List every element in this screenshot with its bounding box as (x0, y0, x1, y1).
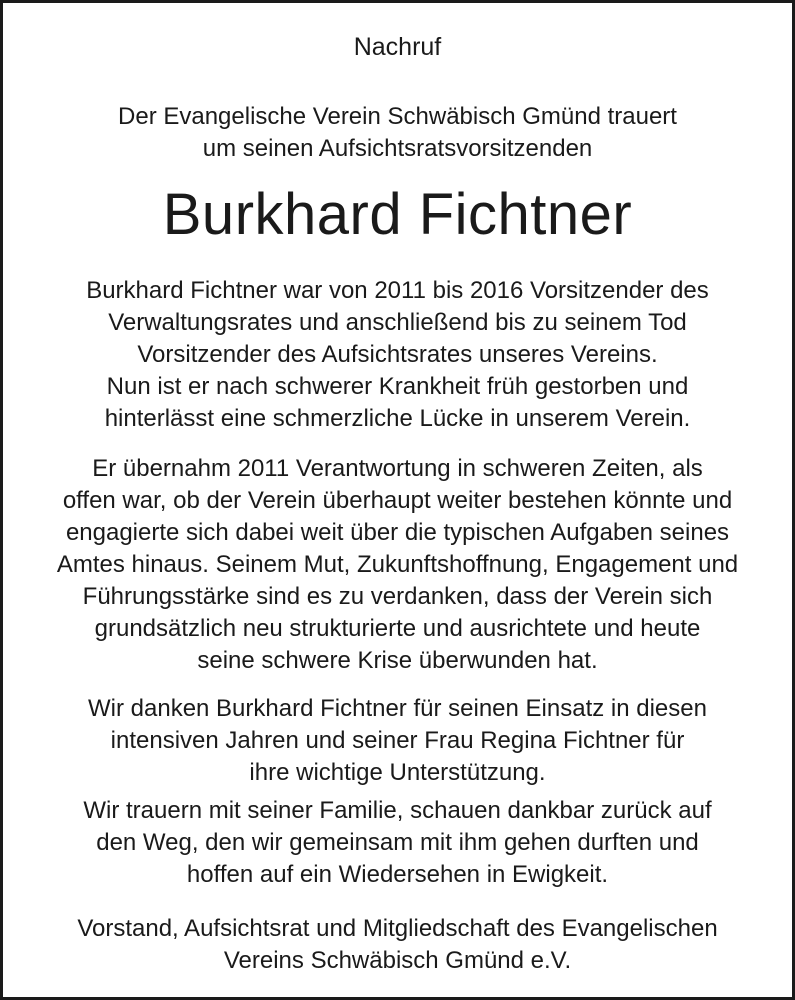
signature-line: Vereins Schwäbisch Gmünd e.V. (223, 947, 572, 974)
intro-line: um seinen Aufsichtsratsvorsitzenden (202, 135, 593, 162)
text-line: Wir trauern mit seiner Familie, schauen dankbar zurück auf (83, 797, 712, 824)
text-line: den Weg, den wir gemeinsam mit ihm gehen durften und (96, 829, 699, 856)
text-line: grundsätzlich neu strukturierte und ausrichtete und heute (94, 615, 701, 642)
text-line: hinterlässt eine schmerzliche Lücke in unserem Verein. (104, 405, 691, 432)
intro-line: Der Evangelische Verein Schwäbisch Gmünd trauert (118, 103, 677, 130)
text-line: seine schwere Krise überwunden hat. (197, 647, 598, 674)
text-line: Burkhard Fichtner war von 2011 bis 2016 Vorsitzender des (86, 277, 709, 304)
text-line: hoffen auf ein Wiedersehen in Ewigkeit. (186, 861, 609, 888)
text-line: Führungsstärke sind es zu verdanken, dass der Verein sich (82, 583, 713, 610)
text-line: engagierte sich dabei weit über die typischen Aufgaben seines (65, 519, 730, 546)
text-line: intensiven Jahren und seiner Frau Regina Fichtner für (110, 727, 685, 754)
text-line: Er übernahm 2011 Verantwortung in schweren Zeiten, als (92, 455, 703, 482)
signature-line: Vorstand, Aufsichtsrat und Mitgliedschaft des Evangelischen (77, 915, 718, 942)
text-line: Nun ist er nach schwerer Krankheit früh gestorben und (106, 373, 689, 400)
text-line: Wir danken Burkhard Fichtner für seinen Einsatz in diesen (88, 695, 707, 722)
text-line: Vorsitzender des Aufsichtsrates unseres Vereins. (137, 341, 658, 368)
notice-heading: Nachruf (353, 33, 442, 61)
text-line: ihre wichtige Unterstützung. (249, 759, 546, 786)
text-line: Verwaltungsrates und anschließend bis zu seinem Tod (108, 309, 687, 336)
text-line: Amtes hinaus. Seinem Mut, Zukunftshoffnung, Engagement und (56, 551, 739, 578)
text-line: offen war, ob der Verein überhaupt weiter bestehen könnte und (62, 487, 733, 514)
deceased-name: Burkhard Fichtner (162, 182, 633, 247)
